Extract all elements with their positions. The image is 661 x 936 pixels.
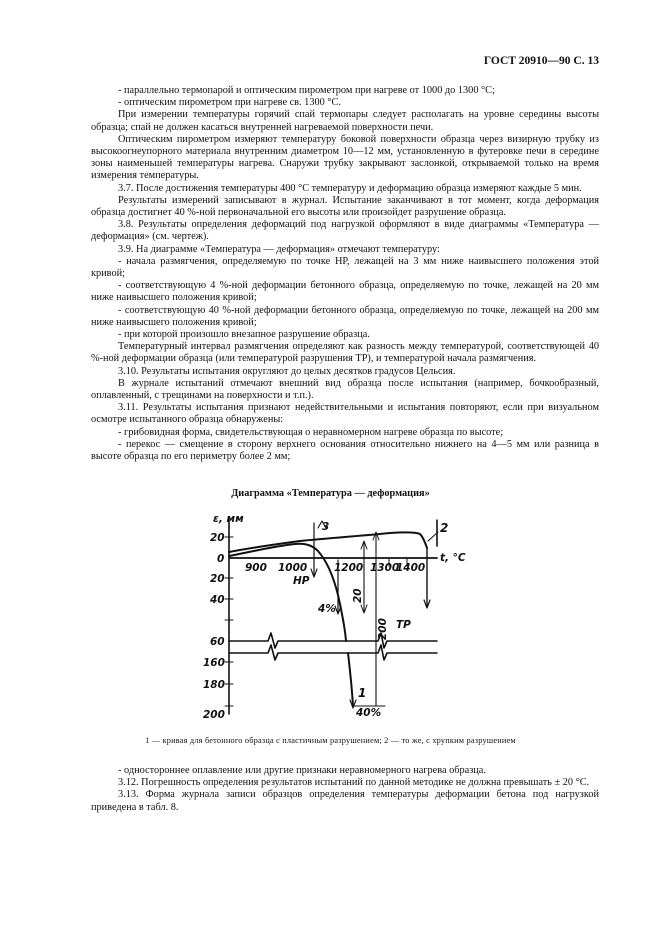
body-text: [91, 85, 599, 463]
temperature-deformation-chart: [0, 498, 661, 728]
x-tick-label: 1300: [370, 562, 400, 574]
y-tick-label: 200: [203, 709, 225, 721]
diagram-title: Диаграмма «Температура — деформация»: [231, 488, 430, 499]
y-tick-label: 20: [210, 573, 225, 585]
paragraph: При измерении температуры горячий спай термопары следует располагать на уровне середины высоты образца; спай не должен касаться внутренней нагреваемой поверхности печи.: [91, 109, 599, 133]
curve-2-label: 2: [440, 521, 449, 535]
y-tick-label: 60: [210, 636, 225, 648]
paragraph: - грибовидная форма, свидетельствующая о неравномерном нагреве образца по высоте;: [118, 426, 504, 438]
break-line-lower: [229, 645, 437, 660]
paragraph: Температурный интервал размягчения определяют как разность между температурой, соответствующей 40 %-ной деформации образца (или температурой разрушения ТР), и температурой начала размягчения.: [91, 341, 599, 365]
forty-percent-annotation: 40%: [356, 707, 382, 719]
x-axis-label: t, °C: [440, 552, 466, 564]
paragraph: - оптическим пирометром при нагреве св. 1300 °С.: [118, 97, 341, 109]
bottom-text: [91, 765, 599, 814]
paragraph: - соответствующую 40 %-ной деформации бетонного образца, определяемую по точке, лежащей на 200 мм ниже наивысшего положения кривой;: [91, 304, 599, 328]
curve-3-label: 3: [322, 521, 330, 533]
y-tick-label: 20: [210, 532, 225, 544]
twenty-mm-annotation: 20: [352, 588, 364, 603]
paragraph: 3.13. Форма журнала записи образцов определения температуры деформации бетона под нагрузкой приведена в табл. 8.: [91, 789, 599, 813]
curve-1-label: 1: [358, 686, 367, 700]
break-line-upper: [229, 633, 437, 648]
paragraph: Результаты измерений записывают в журнал. Испытание заканчивают в тот момент, когда деформация образца достигнет 40 %-ной первоначальной его высоты или произойдет разрушение образца.: [91, 194, 599, 219]
y-tick-label: 180: [203, 679, 225, 691]
paragraph: 3.9. На диаграмме «Температура — деформация» отмечают температуру:: [118, 243, 440, 255]
paragraph: - параллельно термопарой и оптическим пирометром при нагреве от 1000 до 1300 °С;: [118, 85, 495, 96]
y-tick-label: 160: [203, 657, 225, 669]
x-tick-label: 1000: [278, 562, 308, 574]
tp-annotation: ТР: [396, 619, 411, 631]
paragraph: 3.7. После достижения температуры 400 °С температуру и деформацию образца измеряют каждые 5 мин.: [118, 182, 582, 194]
paragraph: - одностороннее оплавление или другие признаки неравномерного нагрева образца.: [118, 765, 486, 776]
hp-annotation: НР: [293, 575, 310, 587]
page-header: ГОСТ 20910—90 С. 13: [483, 55, 599, 67]
y-tick-label: 0: [217, 553, 225, 565]
paragraph: 3.8. Результаты определения деформаций под нагрузкой оформляют в виде диаграммы «Температура — деформация» (см. чертеж).: [91, 219, 599, 243]
paragraph: 3.10. Результаты испытания округляют до целых десятков градусов Цельсия.: [118, 365, 456, 377]
curve-1-lower: [348, 653, 353, 706]
four-percent-annotation: 4%: [318, 603, 336, 615]
x-tick-label: 1400: [396, 562, 426, 574]
diagram-caption: 1 — кривая для бетонного образца с пластичным разрушением; 2 — то же, с хрупким разрушением: [145, 736, 516, 745]
paragraph: 3.12. Погрешность определения результатов испытаний по данной методике не должна превышать ± 20 °С.: [118, 777, 590, 789]
paragraph: - начала размягчения, определяемую по точке НР, лежащей на 3 мм ниже наивысшего положения этой кривой;: [91, 255, 599, 280]
two-hundred-mm-annotation: 200: [377, 618, 389, 640]
paragraph: - при которой произошло внезапное разрушение образца.: [118, 329, 370, 341]
y-axis-label: ε, мм: [213, 513, 244, 525]
paragraph: 3.11. Результаты испытания признают недействительными и испытания повторяют, если при визуальном осмотре испытанного образца обнаружены:: [91, 402, 599, 426]
y-tick-label: 40: [210, 594, 225, 606]
paragraph: В журнале испытаний отмечают внешний вид образца после испытания (например, бочкообразный, оплавленный, с трещинами на поверхности и т.п.).: [91, 377, 599, 402]
paragraph: - перекос — смещение в сторону верхнего основания относительно нижнего на 4—5 мм или разница в высоте образца по его периметру более 2 мм;: [91, 438, 599, 463]
x-tick-label: 1200: [334, 562, 364, 574]
paragraph: - соответствующую 4 %-ной деформации бетонного образца, определяемую по точке, лежащей на 20 мм ниже наивысшего положения кривой;: [91, 280, 599, 304]
paragraph: Оптическим пирометром измеряют температуру боковой поверхности образца через визирную трубку из высокоогнеупорного материала внутренним диаметром 10—12 мм, установленную в футеровке печи в середине зоны наименьшей температуры нагрева. Снаружи трубку закрывают заслонкой, открываемой только на время измерения температуры.: [91, 133, 599, 182]
x-tick-label: 900: [245, 562, 267, 574]
